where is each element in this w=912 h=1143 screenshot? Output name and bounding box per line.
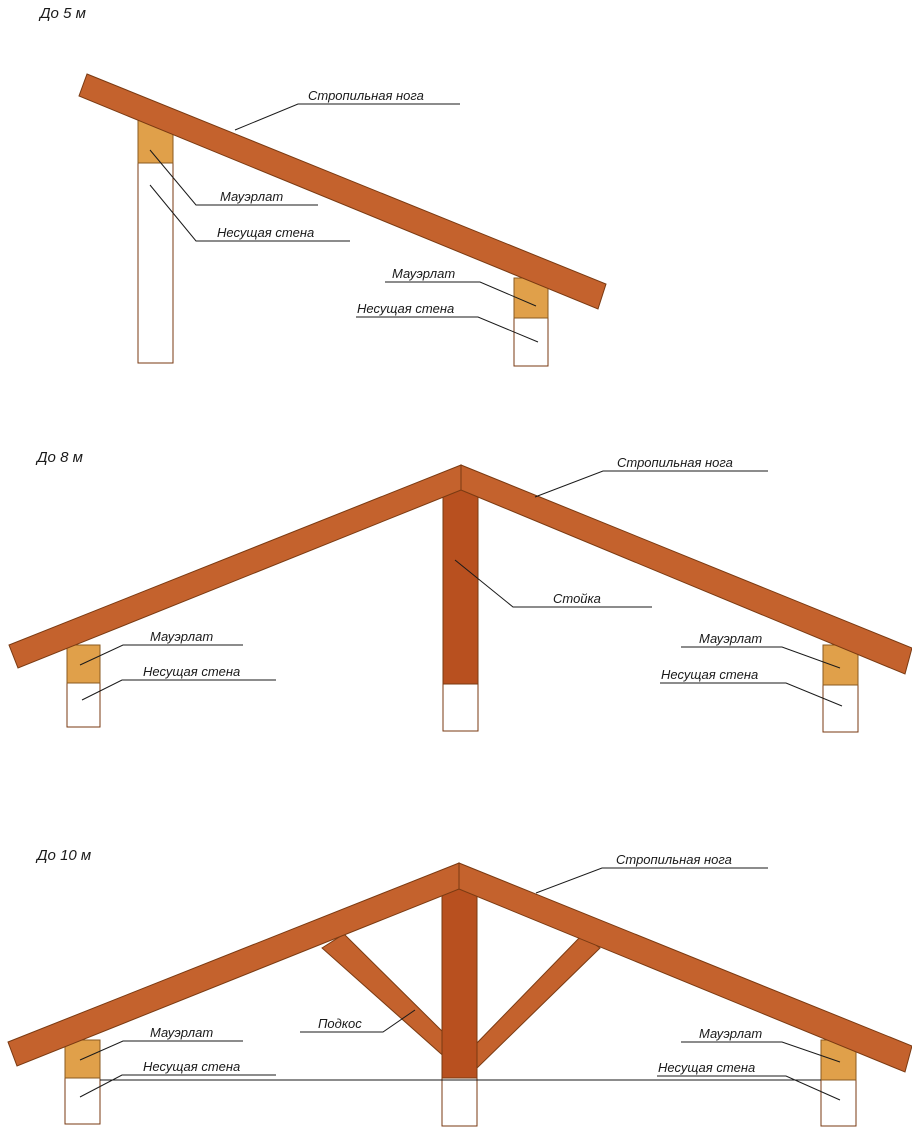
leader-mauerlat-left — [80, 1041, 243, 1060]
rafter-leg-right — [459, 863, 912, 1072]
label-wall-left: Несущая стена — [143, 664, 241, 679]
label-rafter: Стропильная нога — [308, 88, 424, 103]
post-footing — [443, 684, 478, 731]
bearing-wall-right — [514, 318, 548, 366]
rafter-leg — [79, 74, 606, 309]
leader-rafter — [235, 104, 460, 130]
label-post: Стойка — [553, 591, 601, 606]
label-mauerlat-left: Мауэрлат — [150, 1025, 214, 1040]
strut-right — [475, 935, 600, 1070]
bearing-wall-left — [138, 163, 173, 363]
diagram-10m — [8, 847, 912, 1126]
label-mauerlat-right: Мауэрлат — [699, 1026, 763, 1041]
strut-left — [322, 934, 451, 1060]
label-mauerlat-left: Мауэрлат — [150, 629, 214, 644]
leader-mauerlat-right — [681, 1042, 840, 1062]
leader-mauerlat-right — [681, 647, 840, 668]
label-rafter: Стропильная нога — [616, 852, 732, 867]
leader-rafter — [536, 868, 768, 893]
diagram-5m — [38, 5, 606, 366]
bearing-wall-left — [65, 1078, 100, 1124]
leader-wall-left — [82, 680, 276, 700]
leader-wall-right — [356, 317, 538, 342]
heading-5m: До 5 м — [40, 5, 86, 22]
label-mauerlat-left: Мауэрлат — [220, 189, 284, 204]
label-wall-left: Несущая стена — [143, 1059, 241, 1074]
post — [443, 488, 478, 684]
label-strut: Подкос — [318, 1016, 362, 1031]
leader-wall-right — [660, 683, 842, 706]
diagram-8m — [9, 449, 912, 732]
label-mauerlat-right: Мауэрлат — [699, 631, 763, 646]
bearing-wall-right — [821, 1080, 856, 1126]
label-wall-right: Несущая стена — [661, 667, 759, 682]
rafter-leg-right — [461, 465, 912, 674]
leader-mauerlat-left — [80, 645, 243, 665]
bearing-wall-left — [67, 683, 100, 727]
heading-10m: До 10 м — [37, 847, 92, 864]
post-footing — [442, 1078, 477, 1126]
post — [442, 885, 477, 1078]
label-wall-left: Несущая стена — [217, 225, 315, 240]
label-wall-right: Несущая стена — [658, 1060, 756, 1075]
label-rafter: Стропильная нога — [617, 455, 733, 470]
label-wall-right: Несущая стена — [357, 301, 455, 316]
leader-wall-left — [80, 1075, 276, 1097]
rafter-leg-left — [9, 465, 461, 668]
heading-8m: До 8 м — [37, 449, 83, 466]
rafter-leg-left — [8, 863, 459, 1066]
leader-rafter — [535, 471, 768, 497]
mauerlat-left — [67, 645, 100, 683]
bearing-wall-right — [823, 685, 858, 732]
label-mauerlat-right: Мауэрлат — [392, 266, 456, 281]
